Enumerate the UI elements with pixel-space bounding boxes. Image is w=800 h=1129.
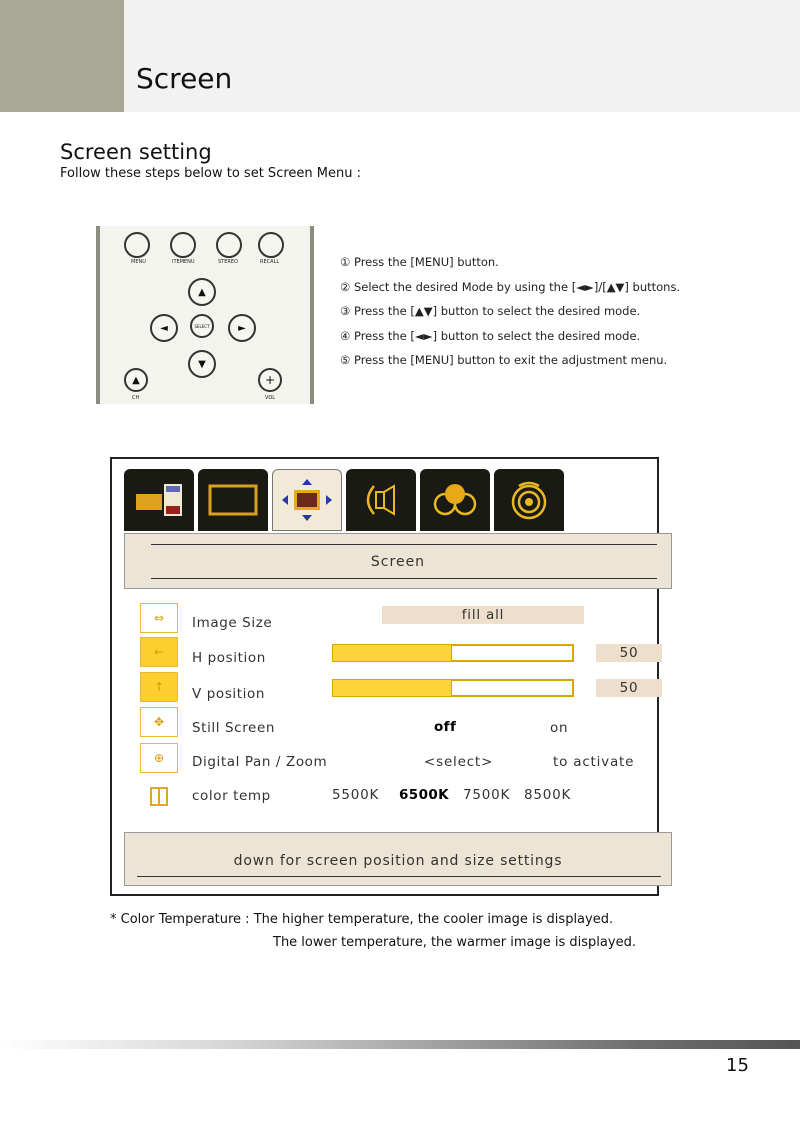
itemenu-button-icon bbox=[170, 232, 196, 258]
section-subtitle: Follow these steps below to set Screen Menu : bbox=[60, 166, 361, 181]
still-screen-off-option[interactable]: off bbox=[434, 719, 457, 735]
footer-gradient-bar bbox=[0, 1040, 800, 1049]
recall-button-icon bbox=[258, 232, 284, 258]
osd-menu-banner bbox=[124, 533, 672, 589]
header-accent-block bbox=[0, 0, 124, 112]
h-position-value: 50 bbox=[596, 644, 662, 662]
left-arrow-icon: ◄ bbox=[150, 314, 178, 342]
instruction-steps bbox=[340, 250, 680, 373]
step-3: ③ Press the [▲▼] button to select the desired mode. bbox=[340, 304, 641, 318]
osd-footer-hint bbox=[124, 832, 672, 886]
tab-setup[interactable] bbox=[494, 469, 564, 531]
screen-tab-icon bbox=[280, 477, 334, 523]
tab-screen[interactable] bbox=[272, 469, 342, 531]
page-number: 15 bbox=[726, 1055, 749, 1076]
footer-rule bbox=[137, 876, 661, 877]
tab-color[interactable] bbox=[420, 469, 490, 531]
setup-tab-icon bbox=[504, 478, 554, 522]
section-title: Screen setting bbox=[60, 140, 212, 164]
color-temp-8500k[interactable]: 8500K bbox=[524, 787, 572, 803]
image-size-label: Image Size bbox=[192, 615, 273, 631]
color-temp-6500k[interactable]: 6500K bbox=[399, 787, 450, 803]
osd-menu-title: Screen bbox=[370, 554, 426, 570]
v-position-label: V position bbox=[192, 686, 265, 702]
color-tab-icon bbox=[428, 480, 482, 520]
still-screen-on-option[interactable]: on bbox=[550, 720, 569, 736]
tab-picture[interactable] bbox=[124, 469, 194, 531]
remote-label-ch: CH bbox=[132, 395, 140, 401]
menu-button-icon bbox=[124, 232, 150, 258]
h-position-label: H position bbox=[192, 650, 266, 666]
remote-label-itemenu: ITEMENU bbox=[172, 259, 195, 265]
up-arrow-icon: ▲ bbox=[188, 278, 216, 306]
step-2: ② Select the desired Mode by using the [◄►]/[▲▼] buttons. bbox=[340, 279, 681, 294]
color-temp-label: color temp bbox=[192, 788, 271, 804]
color-temp-icon bbox=[140, 781, 178, 811]
still-screen-icon: ✥ bbox=[140, 707, 178, 737]
color-temp-7500k[interactable]: 7500K bbox=[463, 787, 511, 803]
tab-display[interactable] bbox=[198, 469, 268, 531]
down-arrow-icon: ▼ bbox=[188, 350, 216, 378]
h-position-slider-empty bbox=[451, 645, 573, 661]
page-title: Screen bbox=[136, 62, 233, 95]
color-temp-glyph bbox=[147, 784, 171, 808]
step-1: ① Press the [MENU] button. bbox=[340, 255, 499, 269]
digital-pan-zoom-icon: ⊕ bbox=[140, 743, 178, 773]
audio-tab-icon bbox=[356, 480, 406, 520]
image-size-icon: ⇔ bbox=[140, 603, 178, 633]
select-button-icon: SELECT bbox=[190, 314, 214, 338]
color-temp-note-line2: The lower temperature, the warmer image is displayed. bbox=[273, 935, 636, 950]
remote-label-stereo: STEREO bbox=[218, 259, 238, 265]
step-4: ④ Press the [◄►] button to select the desired mode. bbox=[340, 328, 641, 343]
color-temp-note-line1: * Color Temperature : The higher temperature, the cooler image is displayed. bbox=[110, 912, 614, 927]
v-position-slider-empty bbox=[451, 680, 573, 696]
v-position-icon: ↑ bbox=[140, 672, 178, 702]
osd-footer-text: down for screen position and size settings bbox=[233, 853, 563, 869]
digital-pan-zoom-label: Digital Pan / Zoom bbox=[192, 754, 328, 770]
banner-bottom-rule bbox=[151, 578, 657, 579]
vol-up-icon: + bbox=[258, 368, 282, 392]
remote-control-illustration bbox=[96, 226, 314, 404]
remote-label-menu: MENU bbox=[131, 259, 146, 265]
step-5: ⑤ Press the [MENU] button to exit the adjustment menu. bbox=[340, 353, 668, 367]
stereo-button-icon bbox=[216, 232, 242, 258]
h-position-slider[interactable] bbox=[332, 644, 574, 662]
h-position-icon: ← bbox=[140, 637, 178, 667]
remote-label-recall: RECALL bbox=[260, 259, 280, 265]
tab-audio[interactable] bbox=[346, 469, 416, 531]
picture-tab-icon bbox=[134, 480, 184, 520]
display-tab-icon bbox=[206, 480, 260, 520]
screen-osd-menu bbox=[110, 457, 659, 896]
banner-top-rule bbox=[151, 544, 657, 545]
right-arrow-icon: ► bbox=[228, 314, 256, 342]
v-position-value: 50 bbox=[596, 679, 662, 697]
digital-pan-select[interactable]: <select> bbox=[424, 754, 494, 770]
v-position-slider[interactable] bbox=[332, 679, 574, 697]
remote-label-vol: VOL bbox=[265, 395, 276, 401]
digital-pan-activate-text: to activate bbox=[553, 754, 635, 770]
color-temp-5500k[interactable]: 5500K bbox=[332, 787, 380, 803]
image-size-value[interactable]: fill all bbox=[382, 606, 584, 624]
still-screen-label: Still Screen bbox=[192, 720, 276, 736]
ch-up-icon: ▲ bbox=[124, 368, 148, 392]
